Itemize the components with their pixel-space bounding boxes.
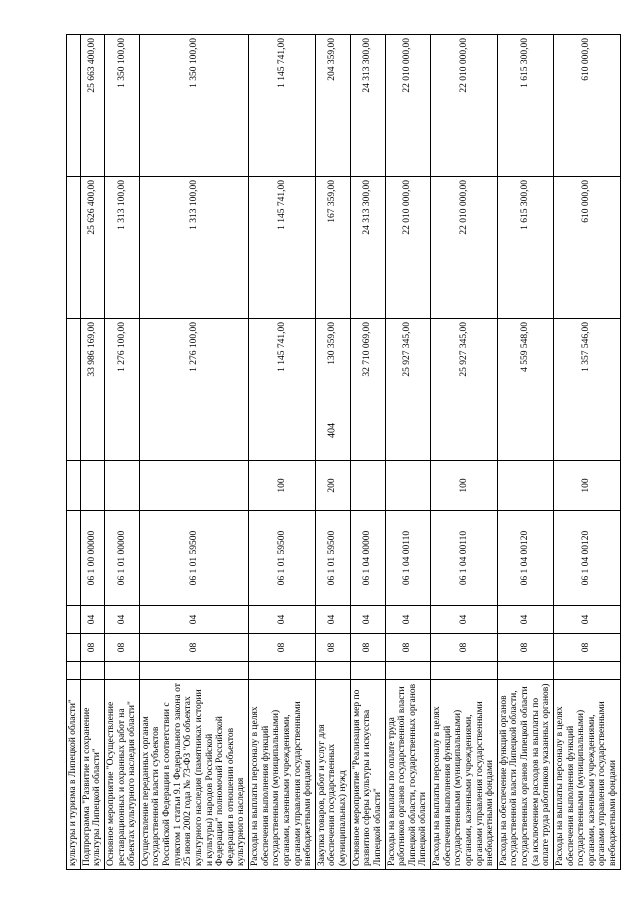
subsection-code: 04	[431, 606, 498, 634]
expense-type-code	[104, 461, 139, 511]
expense-type-code	[497, 461, 553, 511]
subsection-code: 04	[139, 606, 248, 634]
ministry-code	[497, 662, 553, 680]
amount-year-2: 22 010 000,00	[385, 177, 431, 319]
expense-type-code: 100	[249, 461, 316, 511]
ministry-code	[104, 662, 139, 680]
table-row	[385, 35, 431, 870]
budget-table	[66, 34, 621, 870]
row-name: Основное мероприятие "Реализация мер по развитию сферы культуры и искусства Липецкой области"	[350, 680, 385, 870]
subsection-code: 04	[315, 606, 350, 634]
continuation-text: культуры и туризма в Липецкой области"	[67, 680, 81, 870]
amount-year-2: 1 313 100,00	[139, 177, 248, 319]
section-code: 08	[104, 634, 139, 662]
amount-year-1: 25 927 345,00	[431, 319, 498, 461]
amount-year-1: 1 357 546,00	[553, 319, 620, 461]
budget-table-body	[67, 35, 621, 870]
target-article-code: 06 1 01 59500	[139, 511, 248, 606]
expense-type-code	[139, 461, 248, 511]
table-row	[315, 35, 350, 870]
ministry-code	[553, 662, 620, 680]
ministry-code	[385, 662, 431, 680]
amount-year-1: 4 559 548,00	[497, 319, 553, 461]
section-code: 08	[249, 634, 316, 662]
amount-year-2: 610 000,00	[553, 177, 620, 319]
amount-year-2: 25 626 400,00	[80, 177, 104, 319]
subsection-code: 04	[553, 606, 620, 634]
expense-type-code: 200	[315, 461, 350, 511]
amount-year-2: 22 010 000,00	[431, 177, 498, 319]
amount-year-1: 33 986 169,00	[80, 319, 104, 461]
amount-year-1: 32 710 069,00	[350, 319, 385, 461]
section-code: 08	[315, 634, 350, 662]
amount-year-2: 167 359,00	[315, 177, 350, 319]
ministry-code	[315, 662, 350, 680]
amount-year-3: 24 313 300,00	[350, 35, 385, 177]
section-code: 08	[431, 634, 498, 662]
amount-year-3: 1 350 100,00	[104, 35, 139, 177]
section-code: 08	[139, 634, 248, 662]
amount-year-1: 1 145 741,00	[249, 319, 316, 461]
row-name: Осуществление переданных органам государственной власти субъектов Российской Федерации в соответствии с пунктом 1 статьи 9.1 Федерального закона от 25 июня 2002 года № 73-ФЗ "Об объектах культурного наследия (памятниках истории и культуры) народов Российской Федерации" полномочий Российской Федерации в отношении объектов культурного наследия	[139, 680, 248, 870]
table-row	[139, 35, 248, 870]
table-row	[431, 35, 498, 870]
subsection-code: 04	[350, 606, 385, 634]
subsection-code: 04	[385, 606, 431, 634]
target-article-code: 06 1 04 00000	[350, 511, 385, 606]
row-name: Подпрограмма "Развитие и сохранение культуры Липецкой области"	[80, 680, 104, 870]
amount-year-2: 24 313 300,00	[350, 177, 385, 319]
target-article-code: 06 1 01 59500	[249, 511, 316, 606]
target-article-code: 06 1 00 00000	[80, 511, 104, 606]
row-name: Расходы на выплаты по оплате труда работников органов государственной власти Липецкой области, государственных органов Липецкой области	[385, 680, 431, 870]
row-name: Расходы на выплаты персоналу в целях обеспечения выполнения функций государственными (муниципальными) органами, казенными учреждениями, органами управления государственными внебюджетными фондами	[249, 680, 316, 870]
amount-year-2: 1 145 741,00	[249, 177, 316, 319]
table-row	[249, 35, 316, 870]
continuation-row	[67, 35, 81, 870]
row-name: Расходы на выплаты персоналу в целях обеспечения выполнения функций государственными (муниципальными) органами, казенными учреждениями, органами управления государственными внебюджетными фондами	[431, 680, 498, 870]
subsection-code: 04	[104, 606, 139, 634]
ministry-code	[431, 662, 498, 680]
table-row	[553, 35, 620, 870]
target-article-code: 06 1 04 00110	[385, 511, 431, 606]
amount-year-3: 204 359,00	[315, 35, 350, 177]
ministry-code	[139, 662, 248, 680]
amount-year-3: 1 615 300,00	[497, 35, 553, 177]
amount-year-3: 1 350 100,00	[139, 35, 248, 177]
expense-type-code	[385, 461, 431, 511]
target-article-code: 06 1 04 00110	[431, 511, 498, 606]
expense-type-code	[80, 461, 104, 511]
amount-year-1: 1 276 100,00	[139, 319, 248, 461]
page-number: 404	[326, 423, 338, 438]
row-name: Основное мероприятие "Осуществление реставрационных и охранных работ на объектах культурного наследия области"	[104, 680, 139, 870]
target-article-code: 06 1 01 59500	[315, 511, 350, 606]
table-row	[497, 35, 553, 870]
expense-type-code	[350, 461, 385, 511]
amount-year-3: 22 010 000,00	[385, 35, 431, 177]
row-name: Расходы на выплаты персоналу в целях обеспечения выполнения функций государственными (муниципальными) органами, казенными учреждениями, органами управления государственными внебюджетными фондами	[553, 680, 620, 870]
amount-year-2: 1 313 100,00	[104, 177, 139, 319]
rotated-page-content	[66, 35, 618, 870]
table-row	[80, 35, 104, 870]
table-row	[350, 35, 385, 870]
subsection-code: 04	[497, 606, 553, 634]
section-code: 08	[553, 634, 620, 662]
subsection-code: 04	[249, 606, 316, 634]
amount-year-2: 1 615 300,00	[497, 177, 553, 319]
table-row	[104, 35, 139, 870]
section-code: 08	[385, 634, 431, 662]
section-code: 08	[80, 634, 104, 662]
amount-year-1: 130 359,00	[315, 319, 350, 461]
ministry-code	[350, 662, 385, 680]
target-article-code: 06 1 01 00000	[104, 511, 139, 606]
amount-year-3: 22 010 000,00	[431, 35, 498, 177]
target-article-code: 06 1 04 00120	[553, 511, 620, 606]
amount-year-3: 610 000,00	[553, 35, 620, 177]
section-code: 08	[497, 634, 553, 662]
row-name: Расходы на обеспечение функций органов государственной власти Липецкой области, государственных органов Липецкой области (за исключением расходов на выплаты по оплате труда работников указанных органов)	[497, 680, 553, 870]
row-name: Закупка товаров, работ и услуг для обеспечения государственных (муниципальных) нужд	[315, 680, 350, 870]
section-code: 08	[350, 634, 385, 662]
amount-year-3: 1 145 741,00	[249, 35, 316, 177]
amount-year-1: 25 927 345,00	[385, 319, 431, 461]
subsection-code: 04	[80, 606, 104, 634]
target-article-code: 06 1 04 00120	[497, 511, 553, 606]
ministry-code	[249, 662, 316, 680]
expense-type-code: 100	[431, 461, 498, 511]
expense-type-code: 100	[553, 461, 620, 511]
ministry-code	[80, 662, 104, 680]
amount-year-1: 1 276 100,00	[104, 319, 139, 461]
amount-year-3: 25 663 400,00	[80, 35, 104, 177]
